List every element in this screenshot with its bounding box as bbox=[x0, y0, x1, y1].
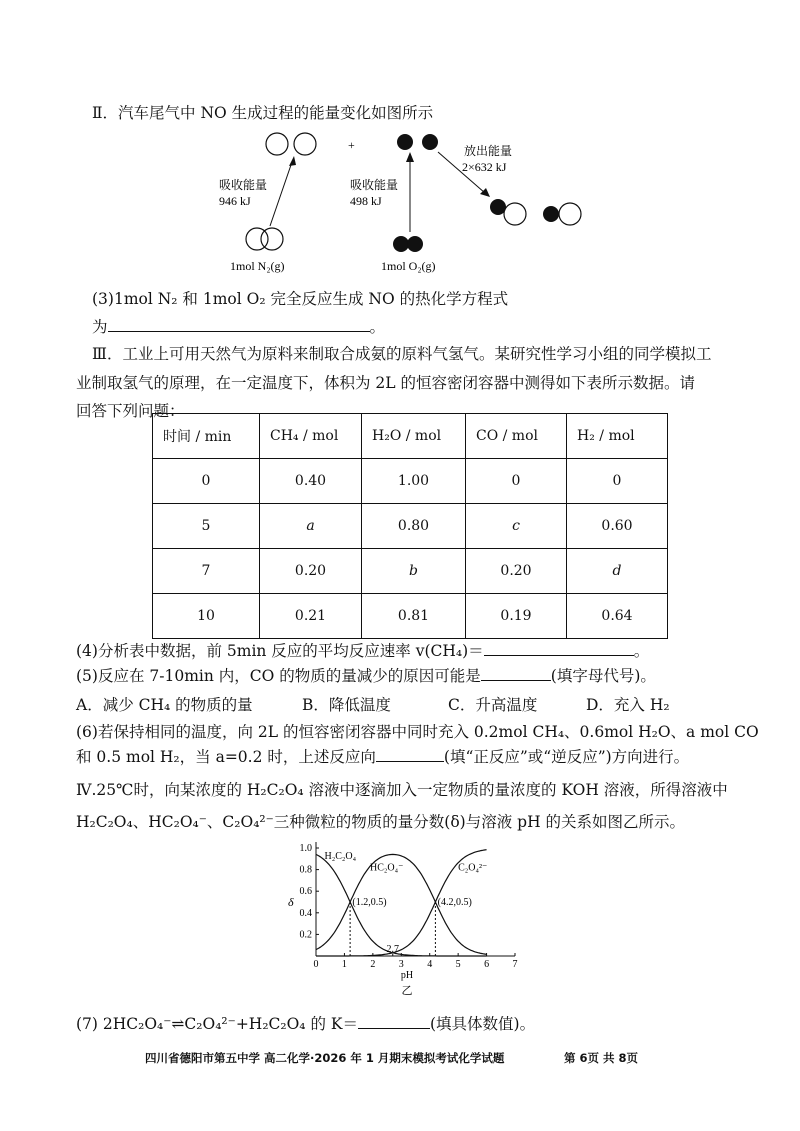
table-cell: 0 bbox=[567, 459, 668, 504]
absorb1-label-2: 946 kJ bbox=[219, 194, 251, 208]
table-cell: 7 bbox=[153, 549, 260, 594]
q5-answer-blank[interactable] bbox=[481, 666, 551, 681]
footer-page: 第 6页 共 8页 bbox=[564, 1051, 639, 1065]
q6-prefix: 和 0.5 mol H₂，当 a=0.2 时，上述反应向 bbox=[76, 748, 376, 766]
series-label: HC₂O₄⁻ bbox=[370, 862, 404, 874]
x-axis-label: pH bbox=[400, 970, 414, 981]
q5-option-d: D．充入 H₂ bbox=[586, 696, 670, 714]
q6-answer-blank[interactable] bbox=[376, 747, 444, 762]
table-row bbox=[153, 594, 668, 639]
q3-line2 bbox=[92, 315, 385, 337]
table-header: 时间 / min bbox=[153, 414, 260, 459]
x-tick-label: 2 bbox=[370, 959, 376, 970]
q5-option-a: A．减少 CH₄ 的物质的量 bbox=[76, 696, 253, 714]
q6-line1: (6)若保持相同的温度，向 2L 的恒容密闭容器中同时充入 0.2mol CH₄、0.6mol H₂O、a mol CO bbox=[76, 723, 759, 741]
x-tick-label: 1 bbox=[341, 959, 347, 970]
table-row bbox=[153, 549, 668, 594]
absorb1-label-1: 吸收能量 bbox=[219, 178, 268, 192]
table-cell: 0.20 bbox=[466, 549, 567, 594]
species-fraction-chart bbox=[280, 838, 530, 998]
absorb2-label-1: 吸收能量 bbox=[350, 178, 399, 192]
table-cell: 5 bbox=[153, 504, 260, 549]
table-header: H₂O / mol bbox=[362, 414, 466, 459]
release-label-1: 放出能量 bbox=[464, 144, 513, 158]
table-row bbox=[153, 459, 668, 504]
q4-suffix: 。 bbox=[633, 642, 650, 660]
o-atom-icon bbox=[397, 134, 413, 150]
q4-answer-blank[interactable] bbox=[484, 641, 634, 656]
x-tick-label: 0 bbox=[313, 959, 319, 970]
y-tick-label: 0.2 bbox=[299, 929, 312, 941]
section2-heading: Ⅱ．汽车尾气中 NO 生成过程的能量变化如图所示 bbox=[92, 104, 434, 122]
o-atom-icon bbox=[393, 236, 409, 252]
annotation: (1.2,0.5) bbox=[352, 897, 387, 908]
q4-prefix: (4)分析表中数据，前 5min 反应的平均反应速率 v(CH₄)＝ bbox=[76, 642, 484, 660]
q3-prefix: 为 bbox=[92, 318, 108, 336]
table-cell: 0.81 bbox=[362, 594, 466, 639]
section3-intro-2: 业制取氢气的原理，在一定温度下，体积为 2L 的恒容密闭容器中测得如下表所示数据。请 bbox=[76, 374, 696, 392]
q5-suffix: (填字母代号)。 bbox=[550, 667, 656, 685]
table-cell: 0.64 bbox=[567, 594, 668, 639]
q7-prefix: (7) 2HC₂O₄⁻⇌C₂O₄²⁻+H₂C₂O₄ 的 K＝ bbox=[76, 1015, 358, 1033]
series-label: H₂C₂O₄ bbox=[324, 850, 357, 862]
y-axis-label: δ bbox=[288, 895, 294, 909]
q7-answer-blank[interactable] bbox=[358, 1014, 430, 1029]
table-cell: 0.60 bbox=[567, 504, 668, 549]
section3-intro-3: 回答下列问题： bbox=[76, 402, 185, 420]
table-cell: 1.00 bbox=[362, 459, 466, 504]
table-header: CH₄ / mol bbox=[260, 414, 362, 459]
q5-line bbox=[76, 664, 656, 686]
section4-intro-1: Ⅳ.25℃时，向某浓度的 H₂C₂O₄ 溶液中逐滴加入一定物质的量浓度的 KOH 溶液，所得溶液中 bbox=[76, 781, 728, 799]
y-tick-label: 1.0 bbox=[299, 843, 312, 854]
n-atom-icon bbox=[504, 203, 526, 225]
q6-line2 bbox=[76, 745, 689, 767]
table-cell: 0.20 bbox=[260, 549, 362, 594]
section4-intro-2: H₂C₂O₄、HC₂O₄⁻、C₂O₄²⁻三种微粒的物质的量分数(δ)与溶液 pH 的关系如图乙所示。 bbox=[76, 813, 686, 831]
section3-intro-1: Ⅲ．工业上可用天然气为原料来制取合成氨的原料气氢气。某研究性学习小组的同学模拟工 bbox=[92, 345, 712, 363]
y-tick-label: 0.8 bbox=[299, 864, 312, 876]
q3-line1: (3)1mol N₂ 和 1mol O₂ 完全反应生成 NO 的热化学方程式 bbox=[92, 290, 509, 308]
release-label-2: 2×632 kJ bbox=[462, 160, 507, 174]
series-label: C₂O₄²⁻ bbox=[458, 862, 488, 874]
table-header: CO / mol bbox=[466, 414, 567, 459]
chart-caption: 乙 bbox=[401, 985, 413, 997]
footer-school: 四川省德阳市第五中学 高二化学·2026 年 1 月期末模拟考试化学试题 bbox=[145, 1051, 505, 1065]
y-tick-label: 0.6 bbox=[299, 886, 312, 898]
table-row bbox=[153, 504, 668, 549]
table-cell: c bbox=[466, 504, 567, 549]
q6-suffix: (填“正反应”或“逆反应”)方向进行。 bbox=[443, 748, 690, 766]
n-atom-icon bbox=[294, 133, 316, 155]
table-cell: 0.40 bbox=[260, 459, 362, 504]
plus-sign: + bbox=[348, 138, 355, 152]
table-cell: 0.19 bbox=[466, 594, 567, 639]
table-cell: d bbox=[567, 549, 668, 594]
n-atom-icon bbox=[261, 228, 283, 250]
table-cell: 0 bbox=[153, 459, 260, 504]
q7-suffix: (填具体数值)。 bbox=[429, 1015, 536, 1033]
n-atom-icon bbox=[266, 133, 288, 155]
o-atom-icon bbox=[407, 236, 423, 252]
q3-suffix: 。 bbox=[369, 318, 386, 336]
x-tick-label: 7 bbox=[512, 959, 518, 970]
data-table bbox=[152, 413, 668, 639]
annotation: (4.2,0.5) bbox=[437, 897, 472, 908]
q5-option-c: C．升高温度 bbox=[448, 696, 538, 714]
n-atom-icon bbox=[559, 203, 581, 225]
x-tick-label: 6 bbox=[484, 959, 490, 970]
q5-option-b: B．降低温度 bbox=[302, 696, 391, 714]
q7-line bbox=[76, 1012, 535, 1034]
table-header-row bbox=[153, 414, 668, 459]
table-cell: a bbox=[260, 504, 362, 549]
table-cell: 10 bbox=[153, 594, 260, 639]
o-atom-icon bbox=[543, 206, 559, 222]
o2-label: 1mol O₂(g) bbox=[381, 259, 436, 273]
table-cell: b bbox=[362, 549, 466, 594]
x-tick-label: 5 bbox=[455, 959, 461, 970]
q5-prefix: (5)反应在 7-10min 内，CO 的物质的量减少的原因可能是 bbox=[76, 667, 481, 685]
table-header: H₂ / mol bbox=[567, 414, 668, 459]
table-cell: 0.80 bbox=[362, 504, 466, 549]
q3-answer-blank[interactable] bbox=[108, 317, 370, 332]
annotation: 2.7 bbox=[386, 944, 400, 956]
y-tick-label: 0.4 bbox=[299, 907, 312, 919]
n2-label: 1mol N₂(g) bbox=[230, 259, 285, 273]
energy-diagram bbox=[200, 128, 610, 278]
table-cell: 0.21 bbox=[260, 594, 362, 639]
x-tick-label: 3 bbox=[398, 959, 404, 970]
o-atom-icon bbox=[422, 134, 438, 150]
x-tick-label: 4 bbox=[427, 959, 433, 970]
absorb2-label-2: 498 kJ bbox=[350, 194, 382, 208]
q4-line bbox=[76, 639, 649, 661]
table-cell: 0 bbox=[466, 459, 567, 504]
